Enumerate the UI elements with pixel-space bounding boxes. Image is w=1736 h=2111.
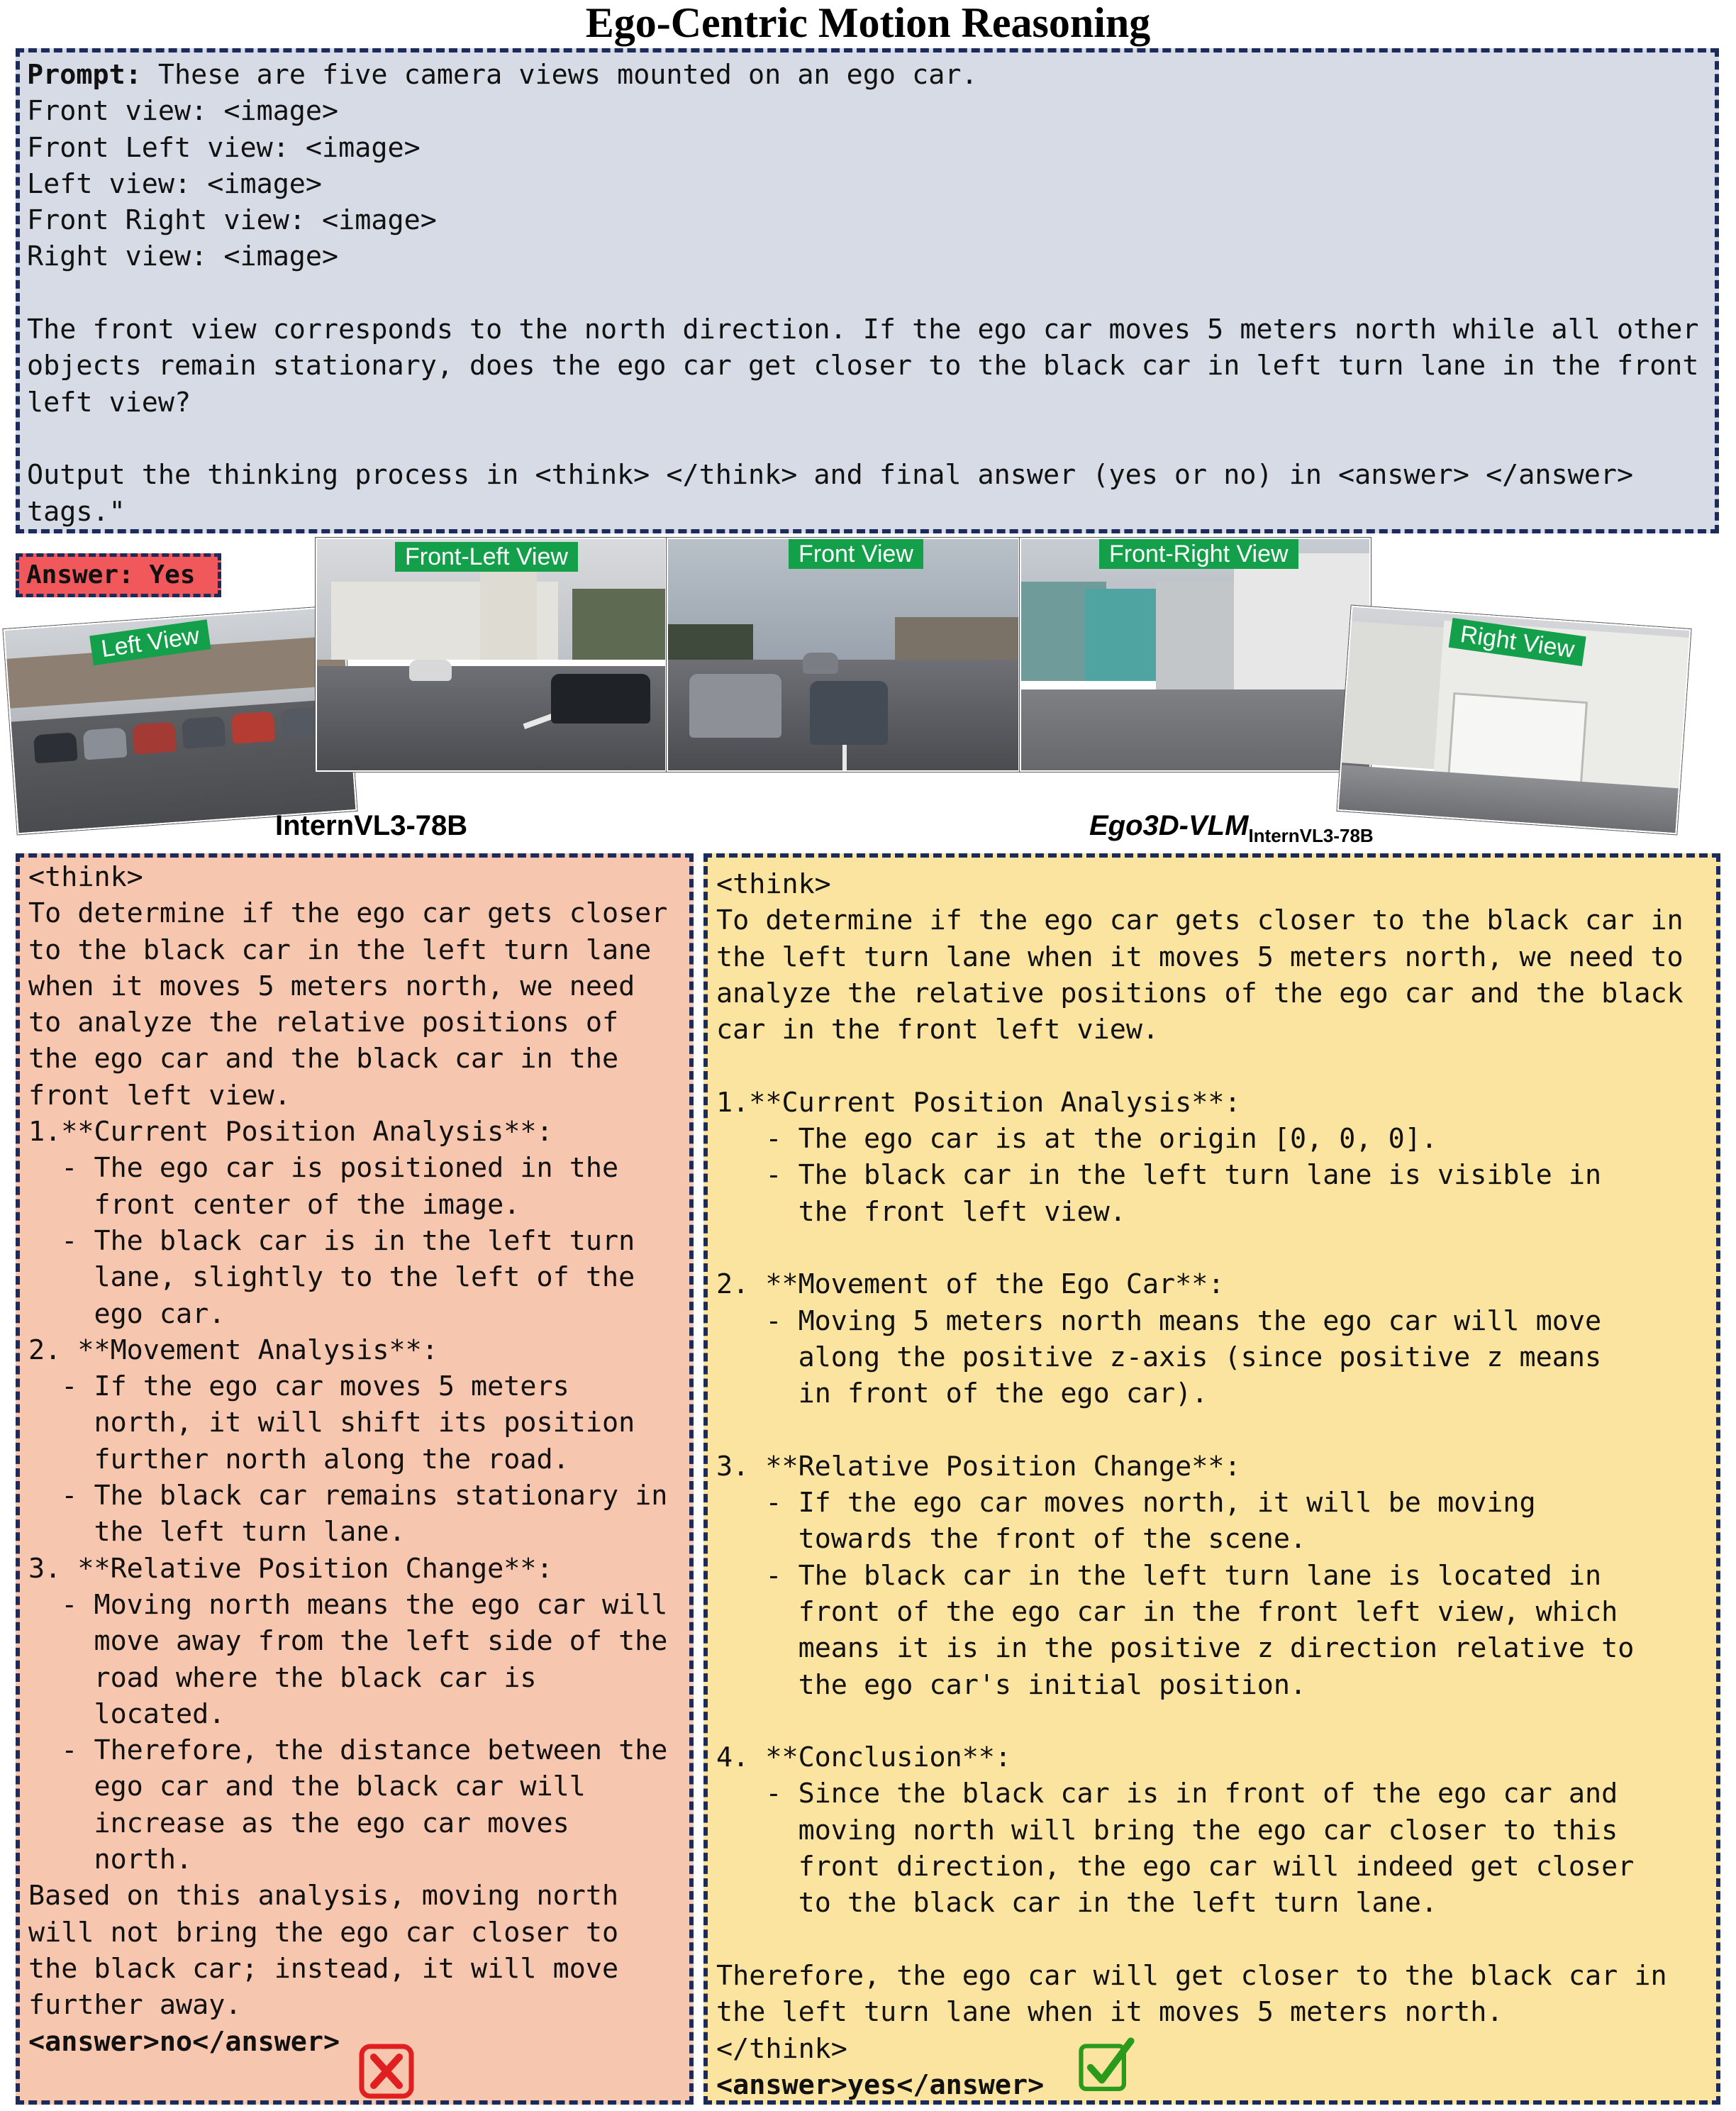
- cross-mark-icon: [358, 2043, 415, 2100]
- answer-badge: Answer: Yes: [16, 553, 221, 597]
- camera-front-left-view: [316, 538, 667, 772]
- prompt-body: These are five camera views mounted on an ego car. Front view: <image> Front Left view: <image> Left view: <image> Front Right view: <image> Right view: <image> The front view corresponds to the north direction. If the ego car moves 5 meters north while all other objects remain stationary, does the ego car get closer to the black car in left turn lane in the front left view? Output the thinking process in <think> </think> and final answer (yes or no) in <answer> </answer> tags.": [27, 59, 1699, 528]
- view-tag-front-left: Front-Left View: [395, 542, 578, 572]
- view-tag-right: Right View: [1449, 618, 1586, 666]
- ours-model-subscript: InternVL3-78B: [1248, 825, 1374, 846]
- figure-title: Ego-Centric Motion Reasoning: [585, 0, 1151, 46]
- camera-left-view: [3, 606, 357, 835]
- baseline-model-label: InternVL3-78B: [275, 810, 468, 841]
- baseline-response-text: <think> To determine if the ego car gets closer to the black car in the left turn lane when it moves 5 meters north, we need to analyze the relative positions of the ego car and the black car in the front left view. 1.**Current Position Analysis**: - The ego car is positioned in the front center of the image. - The black car is in the left turn lane, slightly to the left of the ego car. 2. **Movement Analysis**: - If the ego car moves 5 meters north, it will shift its position further north along the road. - The black car remains stationary in the left turn lane. 3. **Relative Position Change**: - Moving north means the ego car will move away from the left side of the road where the black car is located. - Therefore, the distance between the ego car and the black car will increase as the ego car moves north. Based on this analysis, moving north will not bring the ego car closer to the black car; instead, it will move further away.: [28, 861, 668, 2022]
- ours-response-box: [703, 853, 1720, 2105]
- camera-front-right-view: [1020, 538, 1371, 772]
- ours-answer: <answer>yes</answer>: [716, 2068, 1045, 2101]
- ours-response-text: <think> To determine if the ego car gets closer to the black car in the left turn lane when it moves 5 meters north, we need to analyze the relative positions of the ego car and the black car in the front left view. 1.**Current Position Analysis**: - The ego car is at the origin [0, 0, 0]. - The black car in the left turn lane is visible in the front left view. 2. **Movement of the Ego Car**: - Moving 5 meters north means the ego car will move along the positive z-axis (since positive z means in front of the ego car). 3. **Relative Position Change**: - If the ego car moves north, it will be moving towards the front of the scene. - The black car in the left turn lane is located in front of the ego car in the front left view, which means it is in the positive z direction relative to the ego car's initial position. 4. **Conclusion**: - Since the black car is in front of the ego car and moving north will bring the ego car closer to this front direction, the ego car will indeed get closer to the black car in the left turn lane. Therefore, the ego car will get closer to the black car in the left turn lane when it moves 5 meters north. </think>: [716, 868, 1684, 2065]
- prompt-text: [27, 57, 1708, 530]
- camera-right-view: [1337, 606, 1691, 835]
- prompt-box: [16, 48, 1719, 533]
- camera-front-view: [667, 538, 1020, 772]
- check-mark-icon: [1078, 2037, 1135, 2094]
- ours-model-label: [1089, 806, 1374, 855]
- view-tag-left: Left View: [89, 619, 211, 665]
- prompt-label: Prompt:: [27, 59, 142, 91]
- view-tag-front-right: Front-Right View: [1099, 539, 1298, 569]
- view-tag-front: Front View: [789, 539, 923, 569]
- baseline-answer: <answer>no</answer>: [28, 2025, 340, 2058]
- ours-model-name: Ego3D-VLM: [1089, 810, 1249, 841]
- baseline-response-box: [16, 853, 694, 2105]
